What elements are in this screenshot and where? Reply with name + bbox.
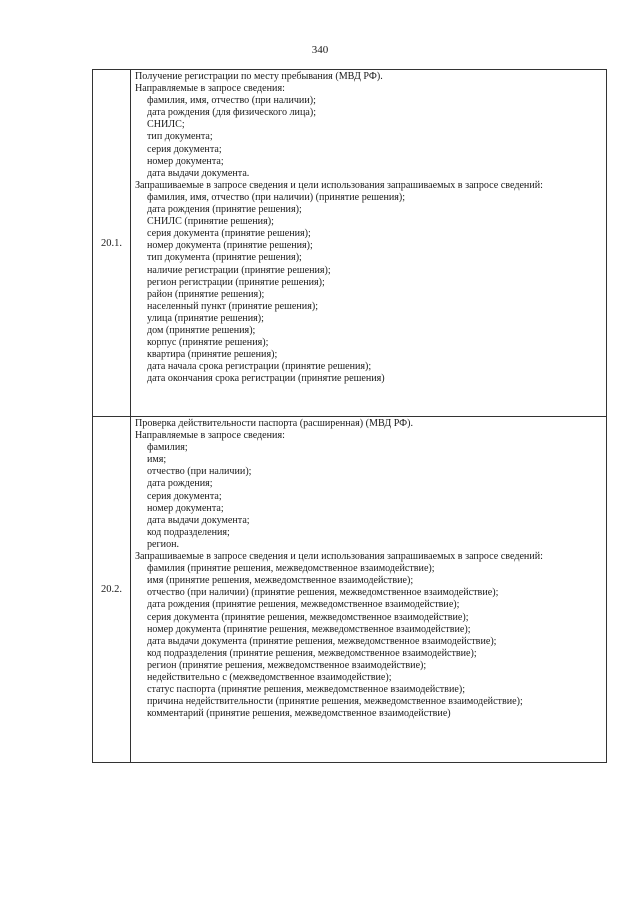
list-item: наличие регистрации (принятие решения);	[147, 264, 331, 276]
list-item: дата выдачи документа.	[147, 167, 250, 179]
list-item: регион.	[147, 538, 180, 550]
list-item: имя;	[147, 454, 167, 466]
row-number: 20.2.	[93, 417, 131, 763]
list-item: причина недействительности (принятие решения, межведомственное взаимодействие);	[147, 696, 523, 708]
list-item: серия документа (принятие решения);	[147, 228, 311, 240]
list-item: отчество (при наличии) (принятие решения, межведомственное взаимодействие);	[147, 587, 499, 599]
list-item: код подразделения (принятие решения, межведомственное взаимодействие);	[147, 647, 477, 659]
list-item: фамилия, имя, отчество (при наличии);	[147, 95, 316, 107]
list-item: регион (принятие решения, межведомственное взаимодействие);	[147, 659, 427, 671]
list-item: квартира (принятие решения);	[147, 349, 278, 361]
list-item: СНИЛС;	[147, 119, 185, 131]
list-item: СНИЛС (принятие решения);	[147, 216, 274, 228]
list-item: дата рождения (принятие решения, межведомственное взаимодействие);	[147, 599, 460, 611]
list-item: фамилия, имя, отчество (при наличии) (принятие решения);	[147, 191, 406, 203]
list-item: комментарий (принятие решения, межведомственное взаимодействие)	[147, 708, 451, 720]
list-item: серия документа;	[147, 143, 222, 155]
list-item: регион регистрации (принятие решения);	[147, 276, 325, 288]
list-item: дом (принятие решения);	[147, 324, 256, 336]
table-row	[93, 70, 607, 417]
list-item: серия документа;	[147, 490, 222, 502]
service-title: Проверка действительности паспорта (расширенная) (МВД РФ).	[135, 418, 414, 429]
list-item: номер документа (принятие решения, межведомственное взаимодействие);	[147, 623, 471, 635]
list-item: дата начала срока регистрации (принятие решения);	[147, 361, 372, 373]
list-item: номер документа;	[147, 155, 224, 167]
list-item: статус паспорта (принятие решения, межведомственное взаимодействие);	[147, 684, 465, 696]
list-item: номер документа (принятие решения);	[147, 240, 313, 252]
row-content	[131, 417, 607, 763]
list-item: фамилия (принятие решения, межведомственное взаимодействие);	[147, 563, 435, 575]
list-item: тип документа;	[147, 131, 213, 143]
list-item: дата рождения (для физического лица);	[147, 107, 316, 119]
list-item: код подразделения;	[147, 526, 230, 538]
list-item: номер документа;	[147, 502, 224, 514]
row-content	[131, 70, 607, 417]
list-item: тип документа (принятие решения);	[147, 252, 302, 264]
list-item: имя (принятие решения, межведомственное взаимодействие);	[147, 575, 414, 587]
sent-header: Направляемые в запросе сведения:	[135, 83, 285, 95]
sent-header: Направляемые в запросе сведения:	[135, 430, 285, 442]
list-item: фамилия;	[147, 442, 188, 454]
list-item: отчество (при наличии);	[147, 466, 252, 478]
requested-header: Запрашиваемые в запросе сведения и цели использования запрашиваемых в запросе сведений:	[135, 551, 543, 563]
table-row	[93, 417, 607, 763]
list-item: район (принятие решения);	[147, 288, 265, 300]
list-item: дата рождения (принятие решения);	[147, 204, 302, 216]
services-table	[92, 69, 607, 763]
list-item: дата рождения;	[147, 478, 213, 490]
row-number: 20.1.	[93, 70, 131, 417]
list-item: серия документа (принятие решения, межведомственное взаимодействие);	[147, 611, 469, 623]
page-number: 340	[311, 44, 329, 56]
list-item: дата выдачи документа (принятие решения, межведомственное взаимодействие);	[147, 635, 497, 647]
list-item: улица (принятие решения);	[147, 312, 264, 324]
service-title: Получение регистрации по месту пребывания (МВД РФ).	[135, 71, 383, 82]
list-item: дата окончания срока регистрации (принятие решения)	[147, 373, 385, 385]
list-item: корпус (принятие решения);	[147, 337, 269, 349]
list-item: населенный пункт (принятие решения);	[147, 300, 319, 312]
list-item: дата выдачи документа;	[147, 514, 250, 526]
requested-header: Запрашиваемые в запросе сведения и цели использования запрашиваемых в запросе сведений:	[135, 179, 543, 191]
list-item: недействительно с (межведомственное взаимодействие);	[147, 671, 392, 683]
